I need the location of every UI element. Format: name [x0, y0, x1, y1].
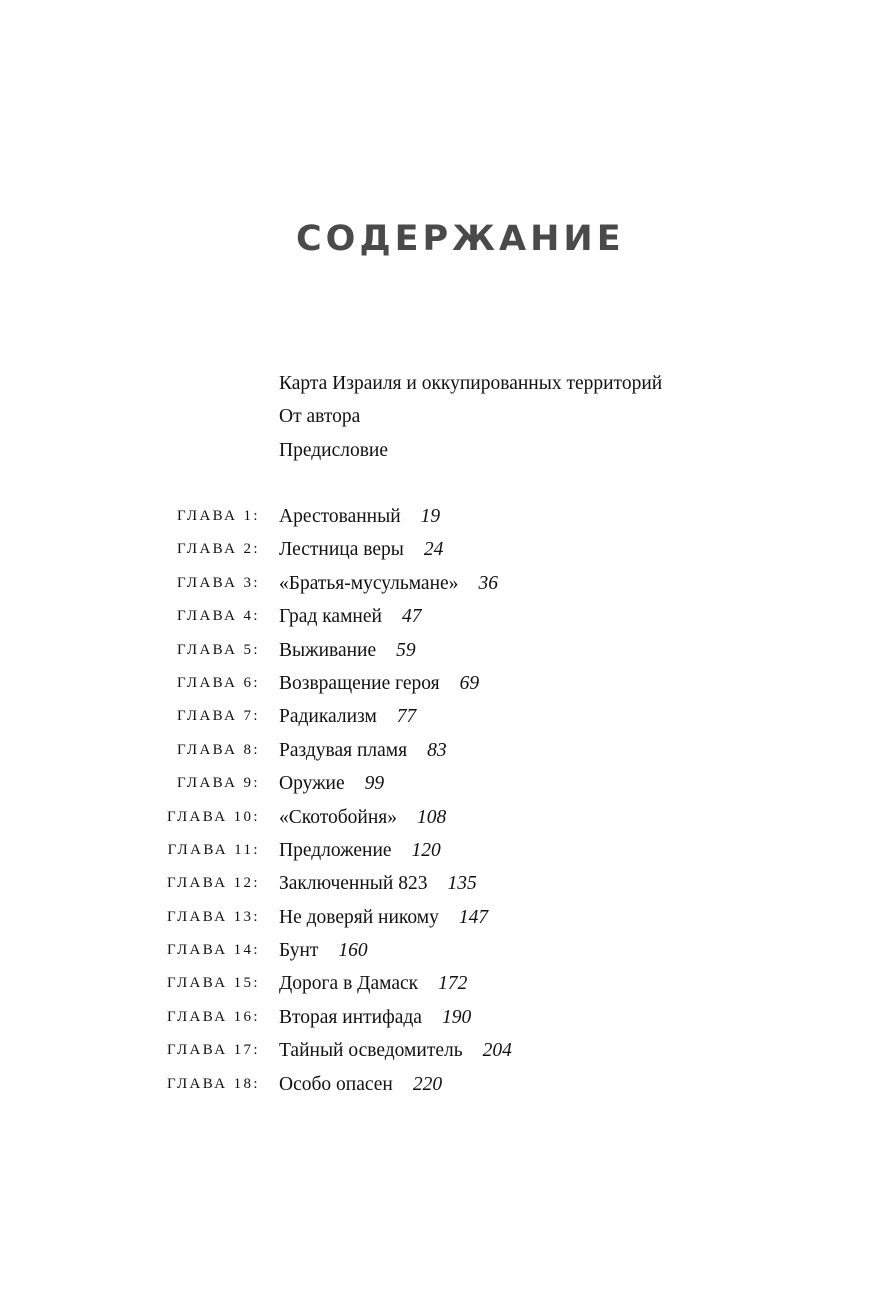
chapter-title: Тайный осведомитель	[279, 1040, 463, 1062]
chapter-row	[0, 533, 880, 566]
chapter-title-line	[279, 934, 368, 967]
chapter-label: ГЛАВА 11:	[167, 841, 260, 858]
chapter-label: ГЛАВА 17:	[167, 1042, 260, 1059]
chapter-page-number: 59	[396, 639, 416, 661]
chapter-title-line	[279, 600, 421, 633]
chapter-row	[0, 801, 880, 834]
chapter-label: ГЛАВА 18:	[167, 1075, 260, 1092]
chapter-page-number: 77	[396, 706, 417, 728]
chapter-row	[0, 1034, 880, 1067]
chapter-row	[0, 867, 880, 900]
chapter-label: ГЛАВА 3:	[176, 574, 260, 591]
chapter-title-line	[279, 801, 446, 834]
chapter-row	[0, 1001, 880, 1034]
chapter-title-line	[279, 1001, 471, 1034]
chapter-row	[0, 667, 880, 700]
front-matter-item: От автора	[279, 406, 361, 428]
chapter-title-line	[279, 867, 477, 900]
chapter-title-line	[279, 634, 416, 667]
chapter-title-line	[279, 500, 440, 533]
chapter-title: Не доверяй никому	[279, 906, 439, 928]
chapter-row	[0, 934, 880, 967]
chapter-title-line	[279, 967, 467, 1000]
chapter-title: Град камней	[279, 606, 382, 628]
chapter-list	[0, 500, 880, 1101]
chapter-title-line	[279, 700, 416, 733]
chapter-title: «Скотобойня»	[279, 806, 398, 828]
chapter-page-number: 220	[412, 1073, 443, 1095]
chapter-page-number: 120	[411, 839, 441, 861]
chapter-title: Раздувая пламя	[279, 739, 408, 761]
chapter-title-line	[279, 767, 384, 800]
chapter-title: Арестованный	[279, 506, 401, 527]
chapter-page-number: 147	[458, 906, 489, 928]
chapter-label: ГЛАВА 2:	[176, 541, 260, 558]
front-matter-item: Предисловие	[279, 439, 389, 461]
chapter-row	[0, 567, 880, 600]
chapter-title: Вторая интифада	[279, 1006, 422, 1028]
chapter-page-number: 99	[364, 773, 385, 795]
chapter-row	[0, 734, 880, 767]
chapter-page-number: 36	[478, 572, 498, 594]
chapter-label: ГЛАВА 13:	[167, 908, 260, 925]
chapter-page-number: 190	[441, 1006, 472, 1028]
chapter-label: ГЛАВА 1:	[176, 508, 260, 524]
chapter-label: ГЛАВА 9:	[176, 775, 260, 792]
chapter-label: ГЛАВА 7:	[176, 708, 260, 725]
chapter-title: Лестница веры	[279, 539, 404, 561]
chapter-title: Возвращение героя	[279, 672, 440, 694]
chapter-label: ГЛАВА 5:	[176, 641, 260, 658]
chapter-row	[0, 634, 880, 667]
chapter-title: Радикализм	[279, 706, 377, 728]
chapter-title-line	[279, 567, 498, 600]
chapter-title-line	[279, 1068, 442, 1101]
chapter-label: ГЛАВА 14:	[167, 942, 260, 959]
chapter-label: ГЛАВА 8:	[176, 741, 260, 758]
chapter-page-number: 135	[447, 873, 477, 895]
chapter-label: ГЛАВА 10:	[167, 808, 260, 825]
chapter-page-number: 83	[427, 739, 447, 761]
chapter-page-number: 204	[482, 1040, 512, 1062]
chapter-page-number: 172	[438, 973, 468, 995]
chapter-title: Оружие	[279, 773, 345, 795]
chapter-label: ГЛАВА 6:	[176, 674, 260, 691]
chapter-label: ГЛАВА 16:	[167, 1008, 260, 1025]
chapter-row	[0, 967, 880, 1000]
chapter-row	[0, 1068, 880, 1101]
chapter-title-line	[279, 533, 443, 566]
chapter-title: Заключенный 823	[279, 873, 428, 895]
chapter-title: Особо опасен	[279, 1073, 393, 1095]
front-matter-list	[279, 367, 662, 467]
chapter-page-number: 19	[420, 506, 441, 527]
chapter-title: Предложение	[279, 839, 392, 861]
chapter-row	[0, 834, 880, 867]
chapter-title-line	[279, 667, 479, 700]
chapter-title: Выживание	[279, 639, 377, 661]
chapter-row	[0, 500, 880, 533]
chapter-title: «Братья-мусульмане»	[279, 572, 459, 594]
chapter-page-number: 160	[338, 940, 368, 962]
chapter-row	[0, 767, 880, 800]
chapter-title-line	[279, 1034, 512, 1067]
chapter-page-number: 47	[401, 606, 422, 628]
chapter-title-line	[279, 834, 441, 867]
page-title: СОДЕРЖАНИЕ	[296, 219, 625, 259]
chapter-label: ГЛАВА 12:	[167, 875, 260, 892]
chapter-page-number: 69	[459, 672, 480, 694]
chapter-title: Дорога в Дамаск	[279, 973, 419, 995]
chapter-title-line	[279, 734, 447, 767]
chapter-page-number: 24	[423, 539, 444, 561]
chapter-row	[0, 901, 880, 934]
chapter-title: Бунт	[279, 940, 319, 962]
chapter-label: ГЛАВА 15:	[167, 975, 260, 992]
chapter-row	[0, 700, 880, 733]
chapter-page-number: 108	[417, 806, 447, 828]
front-matter-item: Карта Израиля и оккупированных территорий	[279, 373, 663, 394]
chapter-title-line	[279, 901, 488, 934]
chapter-row	[0, 600, 880, 633]
chapter-label: ГЛАВА 4:	[176, 608, 260, 625]
